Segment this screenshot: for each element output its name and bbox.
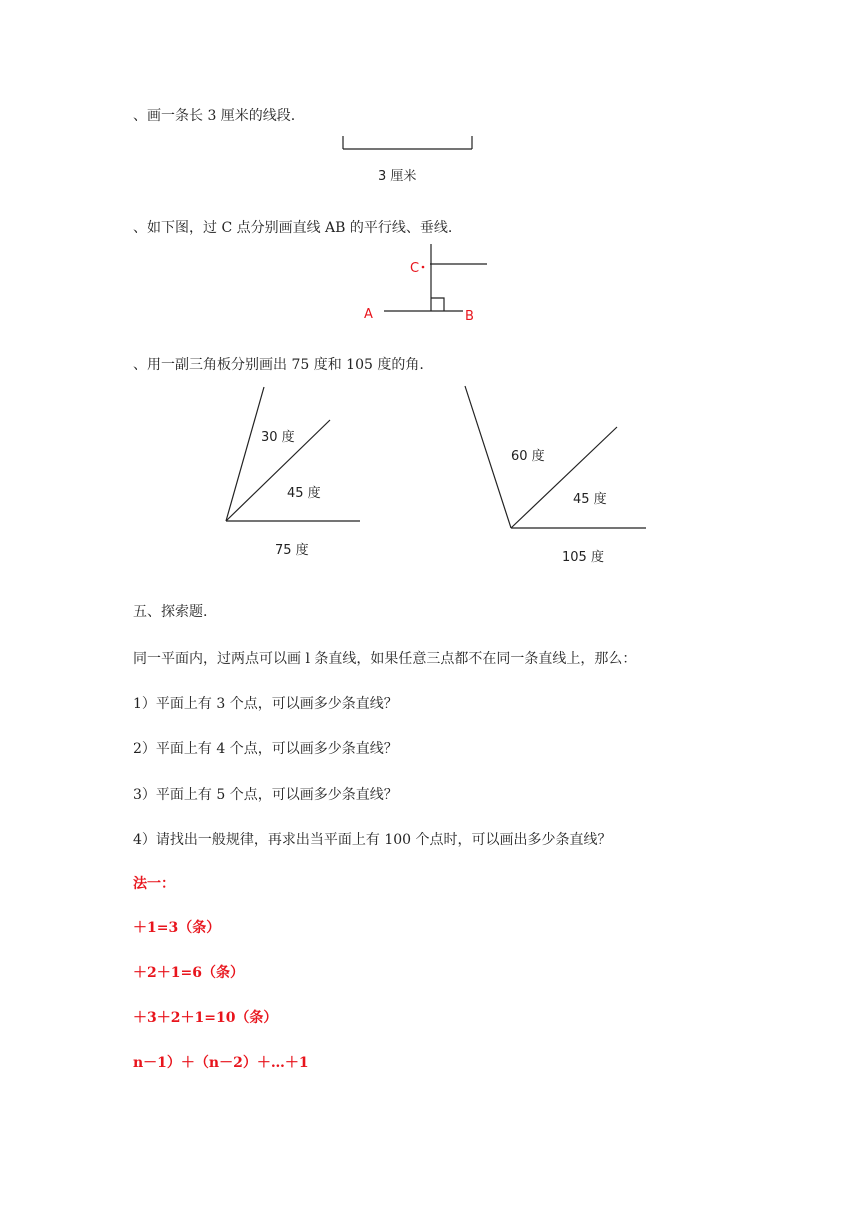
figure-angle-105 xyxy=(465,386,646,528)
answer-line-3: ＋3＋2＋1=10（条） xyxy=(133,1010,278,1026)
segment-length-label: 3 厘米 xyxy=(378,169,417,184)
answer-line-1: ＋1=3（条） xyxy=(133,920,221,936)
section-title: 五、探索题. xyxy=(133,604,208,620)
figure-parallel-perpendicular xyxy=(384,244,487,311)
angle-60-label: 60 度 xyxy=(511,449,545,464)
figure-segment xyxy=(343,136,472,149)
question-item-4: 4）请找出一般规律，再求出当平面上有 100 个点时，可以画出多少条直线？ xyxy=(133,832,612,848)
right-angle-mark xyxy=(431,298,444,311)
question-item-1: 1）平面上有 3 个点，可以画多少条直线？ xyxy=(133,696,398,712)
point-a-label: A xyxy=(364,307,373,322)
section-intro: 同一平面内，过两点可以画 l 条直线，如果任意三点都不在同一条直线上，那么： xyxy=(133,651,637,667)
point-b-label: B xyxy=(465,309,474,324)
question-item-3: 3）平面上有 5 个点，可以画多少条直线？ xyxy=(133,787,398,803)
ray-105 xyxy=(465,386,511,528)
angle-75-label: 75 度 xyxy=(275,543,309,558)
ray-45 xyxy=(511,427,617,528)
question-2: 、如下图，过 C 点分别画直线 AB 的平行线、垂线. xyxy=(133,220,453,236)
answer-method: 法一： xyxy=(133,876,175,892)
answer-line-4: n－1）＋（n－2）＋…＋1 xyxy=(133,1055,309,1071)
answer-line-2: ＋2＋1=6（条） xyxy=(133,965,244,981)
angle-105-label: 105 度 xyxy=(562,550,604,565)
ray-75 xyxy=(226,387,264,521)
angle-45-label-right: 45 度 xyxy=(573,492,607,507)
question-item-2: 2）平面上有 4 个点，可以画多少条直线？ xyxy=(133,741,398,757)
question-3: 、用一副三角板分别画出 75 度和 105 度的角. xyxy=(133,357,424,373)
question-1: 、画一条长 3 厘米的线段. xyxy=(133,108,296,124)
angle-30-label: 30 度 xyxy=(261,430,295,445)
point-c-label: C xyxy=(410,261,420,276)
point-c-dot xyxy=(422,266,425,269)
angle-45-label-left: 45 度 xyxy=(287,486,321,501)
